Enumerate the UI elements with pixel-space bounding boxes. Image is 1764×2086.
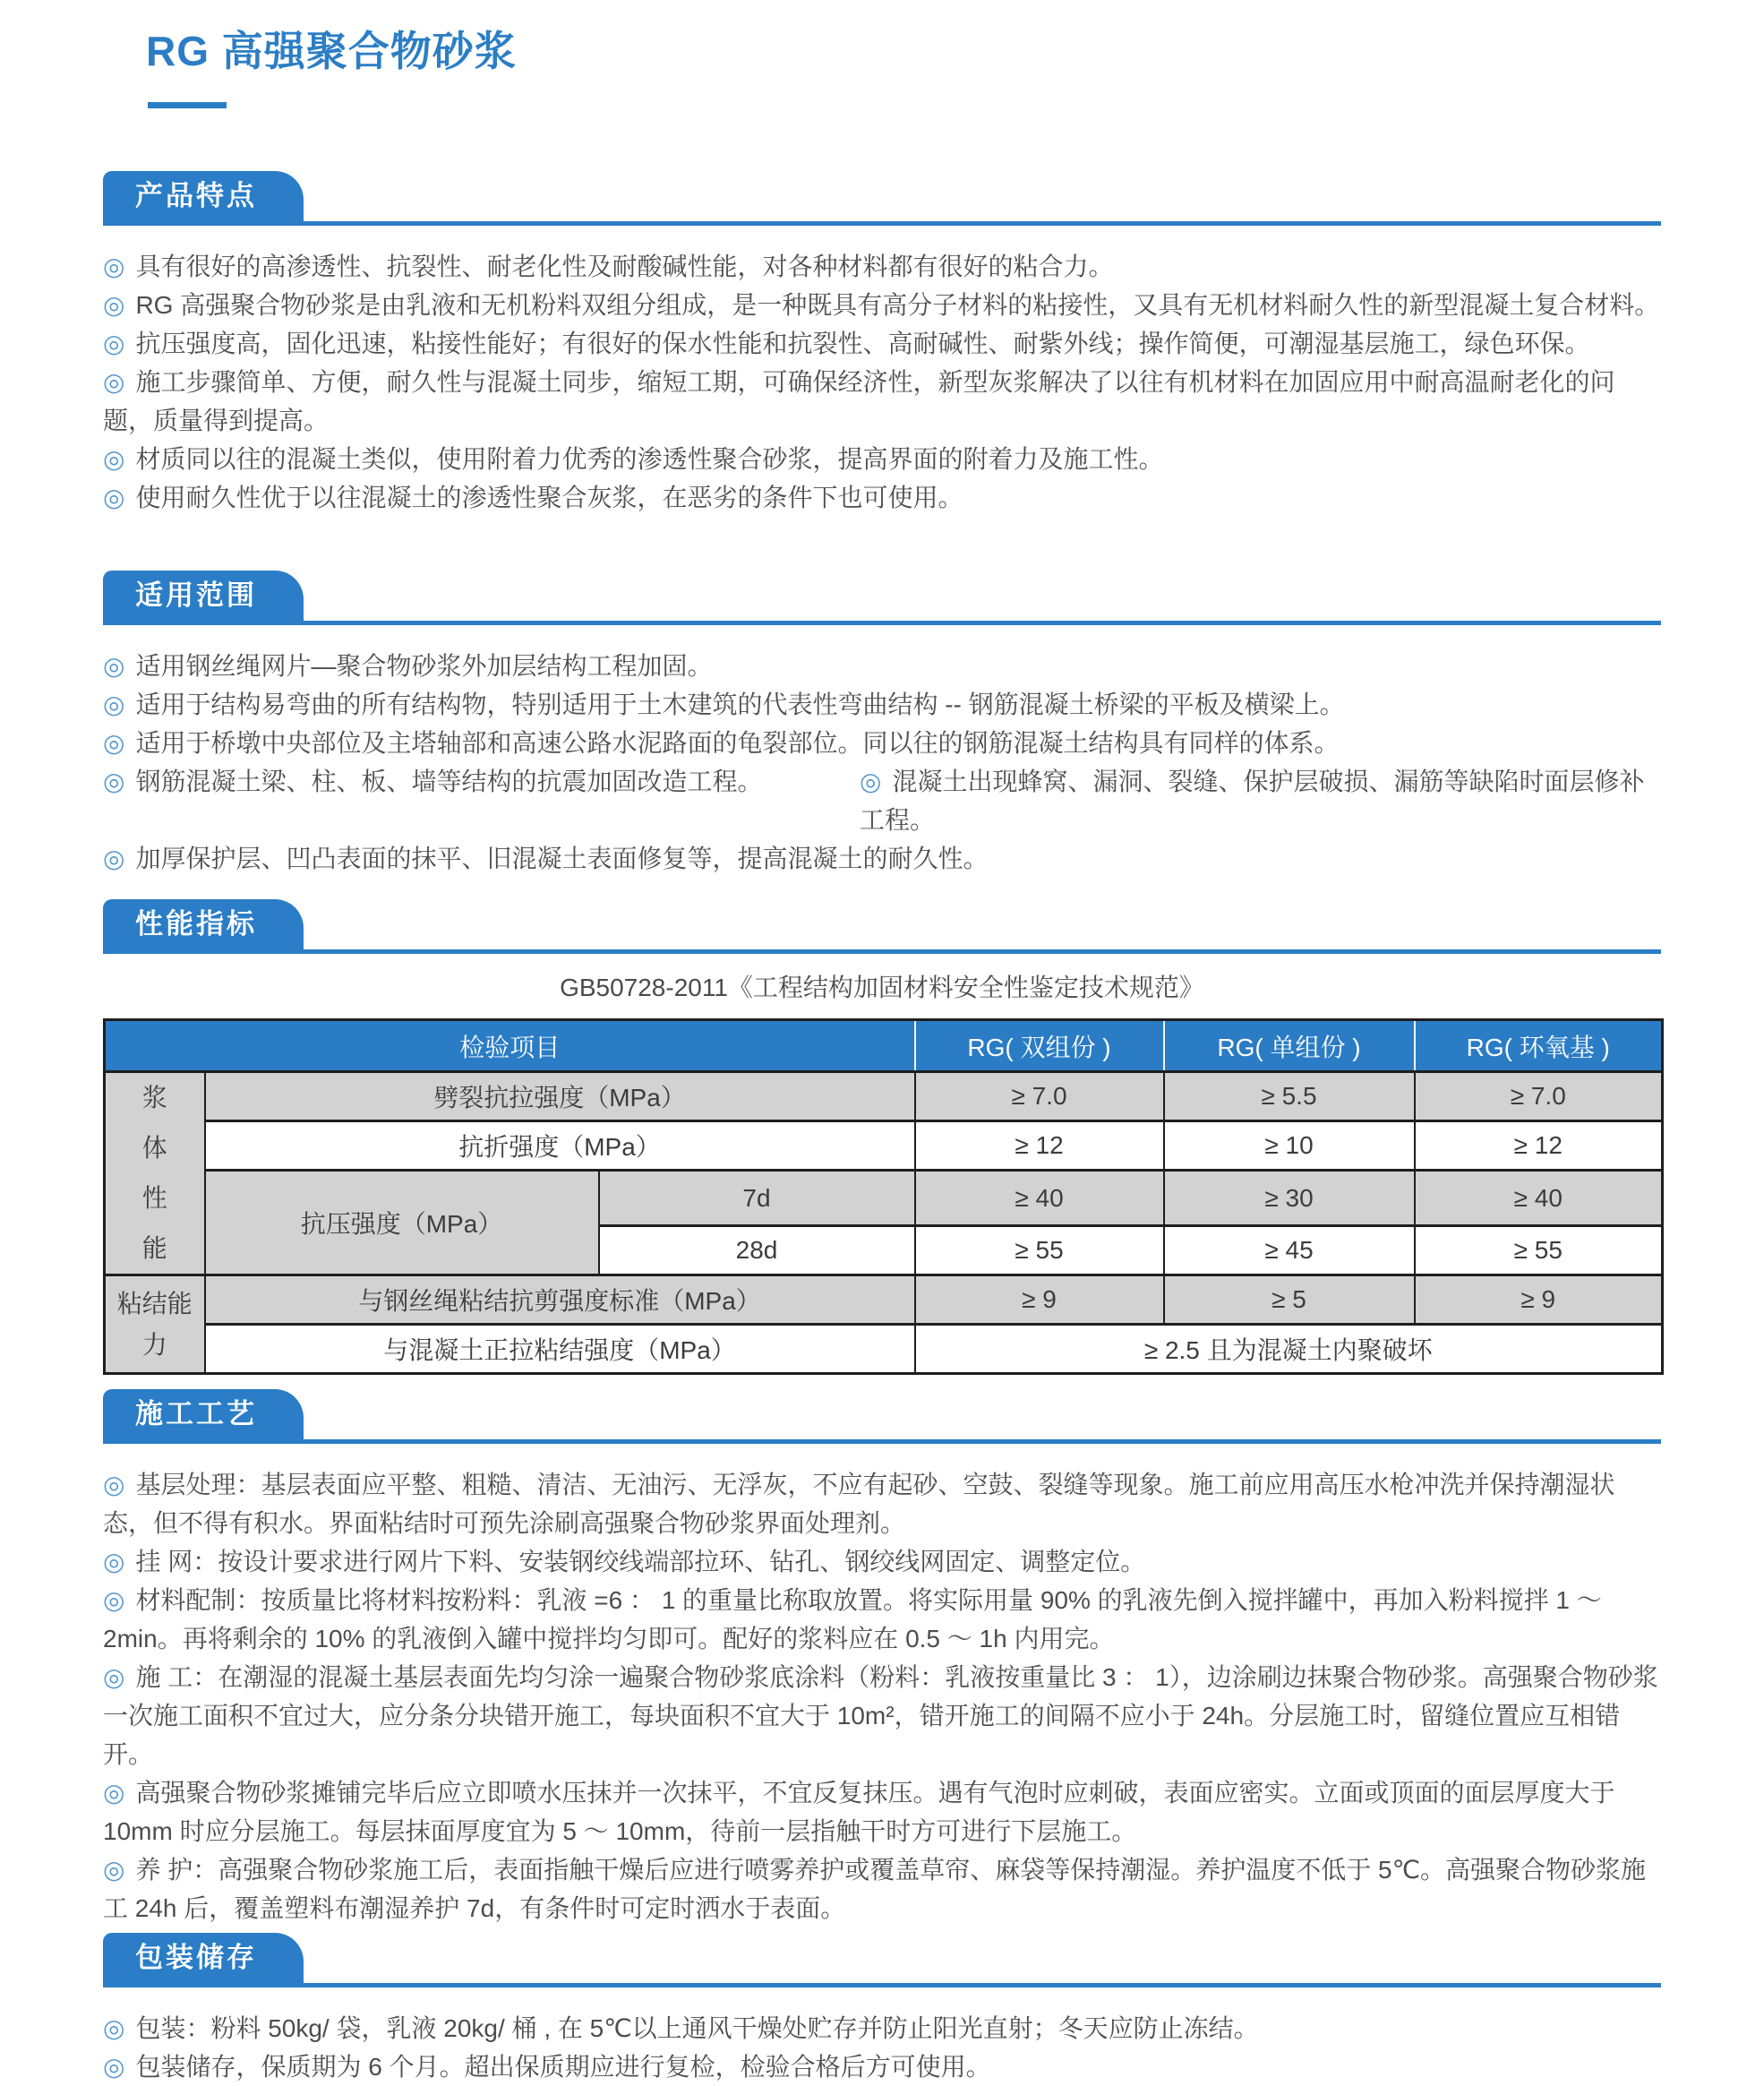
list-item bbox=[103, 247, 1661, 286]
ring-bullet-icon: ◎ bbox=[103, 368, 125, 396]
list-item bbox=[103, 762, 860, 839]
list-item bbox=[103, 440, 1661, 478]
list-item bbox=[103, 2047, 1661, 2086]
row-label: 劈裂抗拉强度（MPa） bbox=[205, 1072, 915, 1121]
list-item bbox=[103, 839, 1661, 878]
performance-table bbox=[103, 1018, 1664, 1375]
section-header-performance bbox=[103, 899, 1661, 954]
section-badge: 适用范围 bbox=[103, 571, 304, 621]
section-badge: 性能指标 bbox=[103, 899, 304, 949]
ring-bullet-icon: ◎ bbox=[103, 2053, 125, 2081]
section-header-application-scope bbox=[103, 571, 1661, 625]
list-item-text: 抗压强度高，固化迅速，粘接性能好；有很好的保水性能和抗裂性、高耐碱性、耐紫外线；操作简便，可潮湿基层施工，绿色环保。 bbox=[135, 330, 1590, 357]
sub-row-label: 28d bbox=[599, 1226, 915, 1275]
ring-bullet-icon: ◎ bbox=[103, 845, 125, 872]
list-item bbox=[103, 478, 1661, 517]
application-scope-list bbox=[103, 647, 1661, 878]
list-item-text: 适用于结构易弯曲的所有结构物，特别适用于土木建筑的代表性弯曲结构 -- 钢筋混凝土桥梁的平板及横梁上。 bbox=[135, 691, 1345, 718]
ring-bullet-icon: ◎ bbox=[860, 768, 882, 795]
section-badge: 包装储存 bbox=[103, 1933, 304, 1983]
row-label-compressive: 抗压强度（MPa） bbox=[205, 1171, 599, 1275]
list-item bbox=[103, 647, 1661, 685]
list-item bbox=[103, 1773, 1661, 1850]
list-item-text: 施 工：在潮湿的混凝土基层表面先均匀涂一遍聚合物砂浆底涂料（粉料：乳液按重量比 3 ： 1），边涂刷边抹聚合物砂浆。高强聚合物砂浆一次施工面积不宜过大，应分条分块错开施工，每块面积不宜大于 10m²，错开施工的间隔不应小于 24h。分层施工时，留缝位置应互相错开。 bbox=[103, 1663, 1658, 1768]
list-item-text: 基层处理：基层表面应平整、粗糙、清洁、无油污、无浮灰，不应有起砂、空鼓、裂缝等现象。施工前应用高压水枪冲洗并保持潮湿状态，但不得有积水。界面粘结时可预先涂刷高强聚合物砂浆界面处理剂。 bbox=[103, 1471, 1615, 1537]
row-group-bonding-capacity: 粘结能力 bbox=[105, 1275, 205, 1374]
column-header-rg-one-part: RG( 单组份 ) bbox=[1164, 1020, 1415, 1072]
column-header-item: 检验项目 bbox=[105, 1020, 915, 1072]
list-item-text: 加厚保护层、凹凸表面的抹平、旧混凝土表面修复等，提高混凝土的耐久性。 bbox=[135, 845, 989, 872]
list-item-text: 养 护：高强聚合物砂浆施工后，表面指触干燥后应进行喷雾养护或覆盖草帘、麻袋等保持潮湿。养护温度不低于 5℃。高强聚合物砂浆施工 24h 后，覆盖塑料布潮湿养护 7d，有条件时可定时洒水于表面。 bbox=[103, 1856, 1647, 1922]
list-item-text: 高强聚合物砂浆摊铺完毕后应立即喷水压抹并一次抹平，不宜反复抹压。遇有气泡时应刺破，表面应密实。立面或顶面的面层厚度大于 10mm 时应分层施工。每层抹面厚度宜为 5 ～ 10mm，待前一层指触干时方可进行下层施工。 bbox=[103, 1779, 1615, 1845]
ring-bullet-icon: ◎ bbox=[103, 291, 125, 319]
ring-bullet-icon: ◎ bbox=[103, 1856, 125, 1884]
section-badge: 施工工艺 bbox=[103, 1389, 304, 1439]
section-badge: 产品特点 bbox=[103, 171, 304, 221]
list-item-text: 适用于桥墩中央部位及主塔轴部和高速公路水泥路面的龟裂部位。同以往的钢筋混凝土结构具有同样的体系。 bbox=[135, 729, 1340, 757]
list-item-text: 钢筋混凝土梁、柱、板、墙等结构的抗震加固改造工程。 bbox=[135, 768, 763, 795]
ring-bullet-icon: ◎ bbox=[103, 445, 125, 473]
sub-row-label: 7d bbox=[599, 1171, 915, 1226]
row-group-slurry-performance: 浆体性能 bbox=[105, 1072, 205, 1275]
list-item-text: 具有很好的高渗透性、抗裂性、耐老化性及耐酸碱性能，对各种材料都有很好的粘合力。 bbox=[135, 253, 1114, 280]
table-row bbox=[105, 1072, 1663, 1121]
list-item-text: RG 高强聚合物砂浆是由乳液和无机粉料双组分组成，是一种既具有高分子材料的粘接性，又具有无机材料耐久性的新型混凝土复合材料。 bbox=[135, 291, 1660, 319]
column-header-rg-epoxy: RG( 环氧基 ) bbox=[1415, 1020, 1663, 1072]
list-item bbox=[103, 2009, 1661, 2047]
row-label: 抗折强度（MPa） bbox=[205, 1121, 915, 1171]
list-item bbox=[103, 363, 1661, 440]
table-row bbox=[105, 1325, 1663, 1374]
list-item bbox=[860, 762, 1661, 839]
list-item bbox=[103, 324, 1661, 363]
cell-value: ≥ 30 bbox=[1164, 1171, 1415, 1226]
table-row bbox=[105, 1275, 1663, 1325]
list-item bbox=[103, 1542, 1661, 1581]
cell-value: ≥ 10 bbox=[1164, 1121, 1415, 1171]
list-item-text: 混凝土出现蜂窝、漏洞、裂缝、保护层破损、漏筋等缺陷时面层修补工程。 bbox=[860, 768, 1645, 834]
cell-value-span: ≥ 2.5 且为混凝土内聚破坏 bbox=[915, 1325, 1663, 1374]
list-item bbox=[103, 724, 1661, 762]
list-item-text: 材质同以往的混凝土类似，使用附着力优秀的渗透性聚合砂浆，提高界面的附着力及施工性。 bbox=[135, 445, 1164, 473]
ring-bullet-icon: ◎ bbox=[103, 2014, 125, 2042]
cell-value: ≥ 40 bbox=[915, 1171, 1164, 1226]
ring-bullet-icon: ◎ bbox=[103, 768, 125, 795]
ring-bullet-icon: ◎ bbox=[103, 1548, 125, 1575]
list-item bbox=[103, 286, 1661, 324]
ring-bullet-icon: ◎ bbox=[103, 1471, 125, 1498]
table-header-row bbox=[105, 1020, 1663, 1072]
list-item bbox=[103, 1465, 1661, 1542]
cell-value: ≥ 55 bbox=[915, 1226, 1164, 1275]
cell-value: ≥ 12 bbox=[915, 1121, 1164, 1171]
construction-process-list bbox=[103, 1465, 1661, 1927]
cell-value: ≥ 7.0 bbox=[915, 1072, 1164, 1121]
table-row bbox=[105, 1121, 1663, 1171]
list-item-text: 适用钢丝绳网片—聚合物砂浆外加层结构工程加固。 bbox=[135, 652, 713, 680]
list-item-text: 施工步骤简单、方便，耐久性与混凝土同步，缩短工期，可确保经济性，新型灰浆解决了以往有机材料在加固应用中耐高温耐老化的问题，质量得到提高。 bbox=[103, 368, 1615, 434]
list-item-pair bbox=[103, 762, 1661, 839]
cell-value: ≥ 12 bbox=[1415, 1121, 1663, 1171]
ring-bullet-icon: ◎ bbox=[103, 330, 125, 357]
ring-bullet-icon: ◎ bbox=[103, 691, 125, 718]
section-header-construction-process bbox=[103, 1389, 1661, 1444]
ring-bullet-icon: ◎ bbox=[103, 1586, 125, 1614]
list-item-text: 挂 网：按设计要求进行网片下料、安装钢绞线端部拉环、钻孔、钢绞线网固定、调整定位。 bbox=[135, 1548, 1146, 1575]
cell-value: ≥ 7.0 bbox=[1415, 1072, 1663, 1121]
packaging-storage-list bbox=[103, 2009, 1661, 2086]
ring-bullet-icon: ◎ bbox=[103, 484, 125, 511]
list-item bbox=[103, 1850, 1661, 1927]
product-features-list bbox=[103, 247, 1661, 517]
ring-bullet-icon: ◎ bbox=[103, 652, 125, 680]
column-header-rg-two-part: RG( 双组份 ) bbox=[915, 1020, 1164, 1072]
cell-value: ≥ 9 bbox=[1415, 1275, 1663, 1325]
list-item-text: 包装：粉料 50kg/ 袋，乳液 20kg/ 桶 , 在 5℃以上通风干燥处贮存并防止阳光直射；冬天应防止冻结。 bbox=[135, 2014, 1259, 2042]
list-item bbox=[103, 1581, 1661, 1658]
ring-bullet-icon: ◎ bbox=[103, 729, 125, 757]
table-row bbox=[105, 1171, 1663, 1226]
cell-value: ≥ 45 bbox=[1164, 1226, 1415, 1275]
section-header-packaging-storage bbox=[103, 1933, 1661, 1987]
page-title: RG 高强聚合物砂浆 bbox=[146, 28, 517, 74]
ring-bullet-icon: ◎ bbox=[103, 253, 125, 280]
cell-value: ≥ 40 bbox=[1415, 1171, 1663, 1226]
cell-value: ≥ 5 bbox=[1164, 1275, 1415, 1325]
list-item-text: 包装储存，保质期为 6 个月。超出保质期应进行复检，检验合格后方可使用。 bbox=[135, 2053, 991, 2081]
list-item bbox=[103, 685, 1661, 724]
cell-value: ≥ 9 bbox=[915, 1275, 1164, 1325]
title-underline bbox=[148, 102, 227, 108]
list-item bbox=[103, 1658, 1661, 1773]
row-label: 与钢丝绳粘结抗剪强度标准（MPa） bbox=[205, 1275, 915, 1325]
table-caption: GB50728-2011《工程结构加固材料安全性鉴定技术规范》 bbox=[560, 974, 1204, 1001]
section-header-product-features bbox=[103, 171, 1661, 226]
ring-bullet-icon: ◎ bbox=[103, 1663, 125, 1691]
list-item-text: 材料配制：按质量比将材料按粉料：乳液 =6 ： 1 的重量比称取放置。将实际用量 90% 的乳液先倒入搅拌罐中，再加入粉料搅拌 1 ～ 2min。再将剩余的 10% 的乳液倒入罐中搅拌均匀即可。配好的浆料应在 0.5 ～ 1h 内用完。 bbox=[103, 1586, 1602, 1652]
list-item-text: 使用耐久性优于以往混凝土的渗透性聚合灰浆，在恶劣的条件下也可使用。 bbox=[135, 484, 963, 511]
cell-value: ≥ 55 bbox=[1415, 1226, 1663, 1275]
row-label: 与混凝土正拉粘结强度（MPa） bbox=[205, 1325, 915, 1374]
ring-bullet-icon: ◎ bbox=[103, 1779, 125, 1807]
cell-value: ≥ 5.5 bbox=[1164, 1072, 1415, 1121]
